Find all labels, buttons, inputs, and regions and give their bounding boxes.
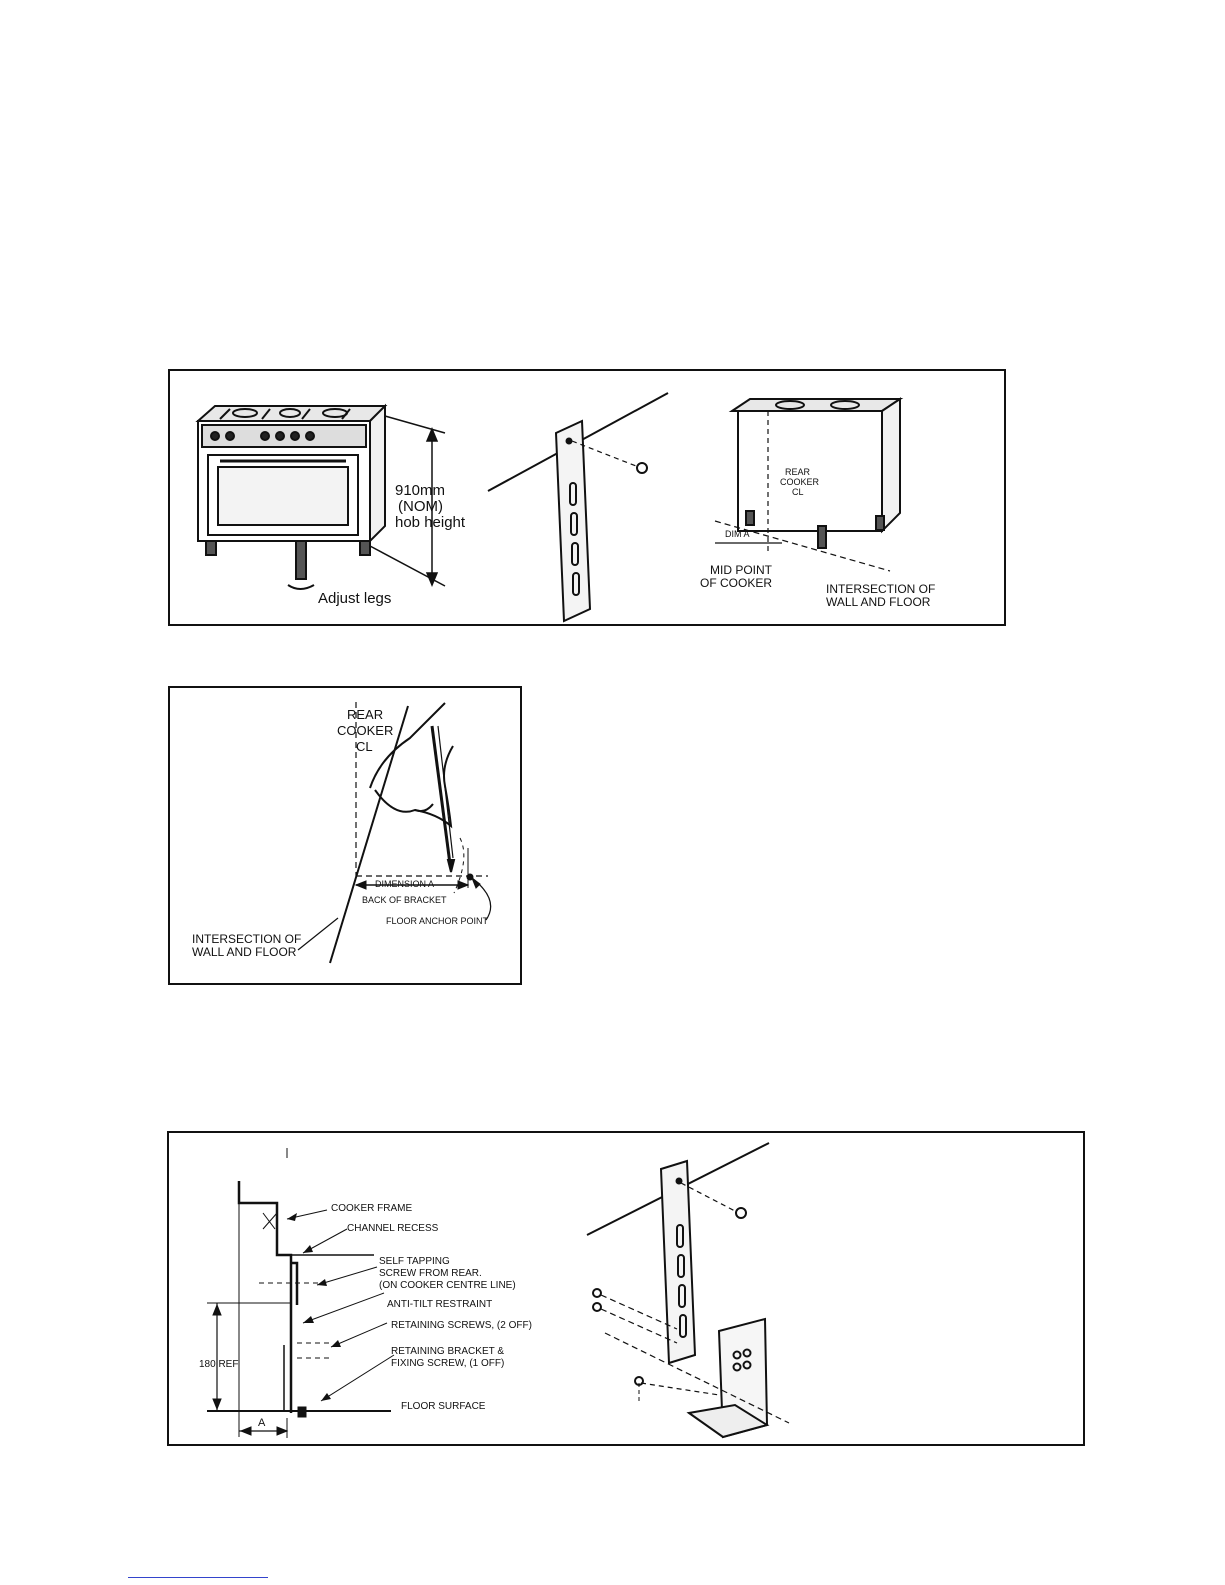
intersection-label-2: WALL AND FLOOR — [192, 945, 297, 959]
retaining-bracket-label-1: RETAINING BRACKET & — [391, 1346, 504, 1357]
height-label-2: (NOM) — [398, 498, 443, 515]
leader-arrowheads — [287, 1213, 341, 1401]
floor-anchor-point-marker — [467, 874, 474, 881]
cooker-height-diagram — [170, 371, 1008, 628]
floor-anchor-diagram — [170, 688, 524, 987]
retaining-bracket-label-2: FIXING SCREW, (1 OFF) — [391, 1358, 505, 1369]
adjust-legs-label: Adjust legs — [318, 590, 392, 607]
figure-panel-cooker-height — [168, 369, 1006, 626]
intersection-label-1: INTERSECTION OF — [192, 932, 302, 946]
screw-icon — [593, 1303, 601, 1311]
floor-surface-label: FLOOR SURFACE — [401, 1401, 486, 1412]
anti-tilt-label: ANTI-TILT RESTRAINT — [387, 1299, 493, 1310]
screw-icon — [593, 1289, 601, 1297]
screw-icon — [637, 463, 647, 473]
exploded-bracket-illustration — [587, 1143, 789, 1437]
screw-icon — [736, 1208, 746, 1218]
intersection-label-2: WALL AND FLOOR — [826, 595, 931, 609]
intersection-label-1: INTERSECTION OF — [826, 582, 936, 596]
channel-recess-label: CHANNEL RECESS — [347, 1223, 439, 1234]
figure-panel-anti-tilt — [167, 1131, 1085, 1446]
self-tapping-label-1: SELF TAPPING — [379, 1256, 450, 1267]
footnote-separator — [128, 1577, 268, 1578]
anti-tilt-diagram — [169, 1133, 1087, 1448]
dim-a-label: A — [258, 1417, 266, 1429]
bracket-illustration — [488, 393, 668, 621]
cross-section-illustration — [207, 1148, 394, 1438]
dim-a-label: DIM A — [725, 529, 750, 539]
rear-cooker-cl-1: REAR — [347, 707, 384, 722]
rear-cooker-cl-3: CL — [792, 487, 804, 497]
back-of-bracket-label: BACK OF BRACKET — [362, 895, 447, 905]
rear-cooker-cl-2: COOKER — [780, 477, 820, 487]
ref-180-label: 180 REF — [199, 1359, 239, 1370]
rear-cooker-cl-2: COOKER — [337, 723, 394, 738]
floor-anchor-point-label: FLOOR ANCHOR POINT — [386, 916, 489, 926]
self-tapping-label-2: SCREW FROM REAR. — [379, 1268, 482, 1279]
height-label-1: 910mm — [395, 482, 446, 499]
mid-point-label-1: MID POINT — [710, 563, 772, 577]
rear-cooker-cl-1: REAR — [785, 467, 811, 477]
cooker-illustration — [198, 406, 385, 589]
retaining-screws-label: RETAINING SCREWS, (2 OFF) — [391, 1320, 532, 1331]
dimension-a-label: DIMENSION A — [375, 879, 435, 889]
figure-panel-floor-anchor — [168, 686, 522, 985]
mid-point-label-2: OF COOKER — [700, 576, 773, 590]
height-label-3: hob height — [395, 514, 466, 531]
cooker-frame-label: COOKER FRAME — [331, 1203, 413, 1214]
self-tapping-label-3: (ON COOKER CENTRE LINE) — [379, 1280, 516, 1291]
rear-cooker-cl-3: CL — [356, 739, 373, 754]
